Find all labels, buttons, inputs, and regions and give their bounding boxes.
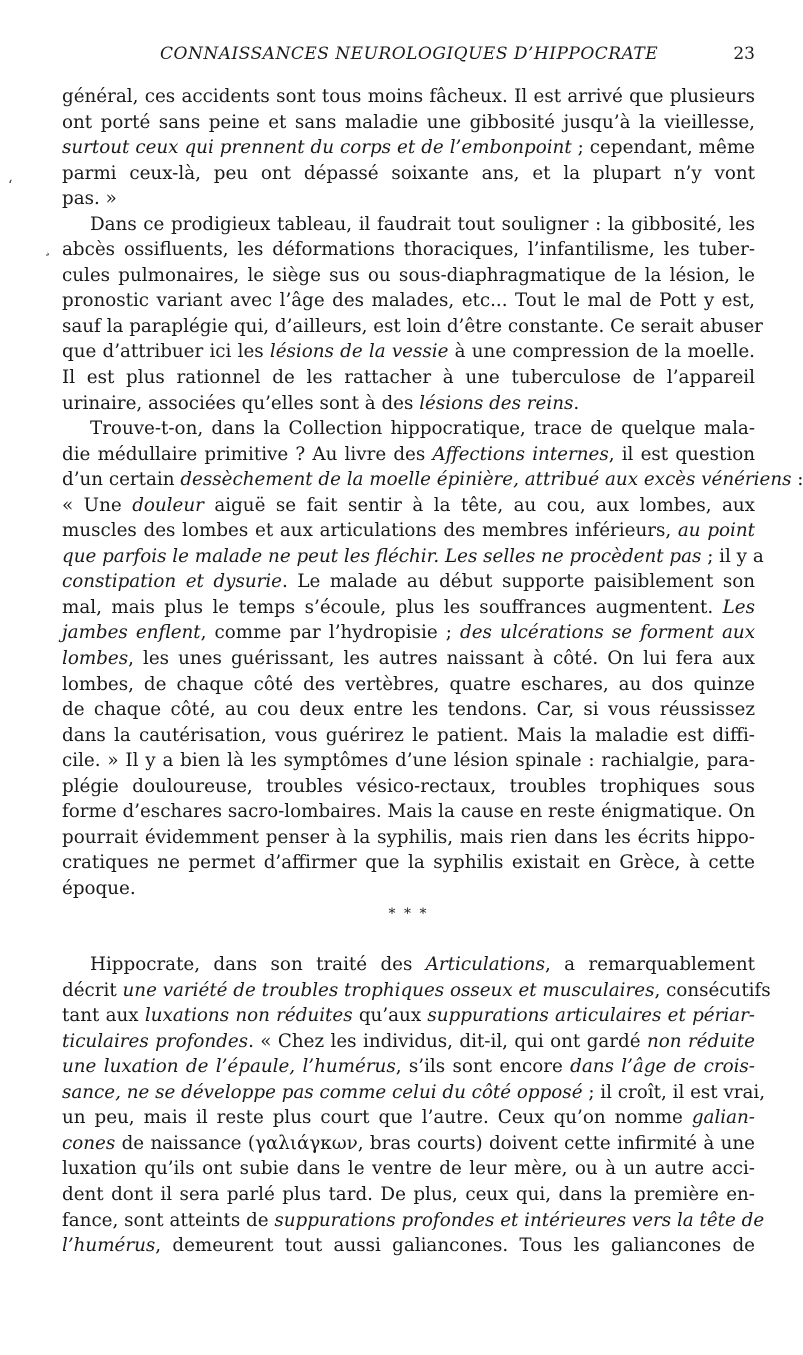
- margin-mark: ¸: [44, 241, 51, 257]
- margin-mark: ‘: [8, 178, 13, 194]
- text-line: pourrait évidemment penser à la syphilis, mais rien dans les écrits hippo-: [62, 826, 755, 848]
- text-line: forme d’eschares sacro-lombaires. Mais la cause en reste énigmatique. On: [62, 801, 756, 823]
- text-line: abcès ossifluents, les déformations thoraciques, l’infantilisme, les tuber-: [62, 239, 755, 261]
- text-line: sauf la paraplégie qui, d’ailleurs, est loin d’être constante. Ce serait abuser: [62, 315, 763, 337]
- text-line: fance, sont atteints de suppurations profondes et intérieures vers la tête de: [62, 1209, 765, 1231]
- text-line: mal, mais plus le temps s’écoule, plus les souffrances augmentent. Les: [62, 596, 755, 618]
- text-line: décrit une variété de troubles trophiques osseux et musculaires, consécutifs: [62, 979, 771, 1001]
- text-line: muscles des lombes et aux articulations des membres inférieurs, au point: [62, 520, 755, 542]
- text-line: urinaire, associées qu’elles sont à des lésions des reins.: [62, 392, 580, 414]
- running-header: [62, 44, 755, 70]
- text-line: sance, ne se développe pas comme celui du côté opposé ; il croît, il est vrai,: [62, 1081, 766, 1103]
- text-line: Il est plus rationnel de les rattacher à une tuberculose de l’appareil: [62, 367, 755, 389]
- text-line: Trouve-t-on, dans la Collection hippocratique, trace de quelque mala-: [90, 418, 755, 440]
- text-line: un peu, mais il reste plus court que l’autre. Ceux qu’on nomme galian-: [62, 1107, 755, 1129]
- text-line: luxation qu’ils ont subie dans le ventre de leur mère, ou à un autre acci-: [62, 1158, 755, 1180]
- page-number: 23: [733, 44, 755, 64]
- section-gap: [62, 927, 755, 952]
- text-line: lombes, les unes guérissant, les autres naissant à côté. On lui fera aux: [62, 648, 755, 670]
- text-line: cones de naissance (γαλιάγκων, bras courts) doivent cette infirmité à une: [62, 1132, 755, 1154]
- text-line: de chaque côté, au cou deux entre les tendons. Car, si vous réussissez: [62, 699, 755, 721]
- text-line: lombes, de chaque côté des vertèbres, quatre eschares, au dos quinze: [62, 673, 755, 695]
- text-line: plégie douloureuse, troubles vésico-rectaux, troubles trophiques sous: [62, 775, 755, 797]
- text-line: ont porté sans peine et sans maladie une gibbosité jusqu’à la vieillesse,: [62, 111, 755, 133]
- text-line: « Une douleur aiguë se fait sentir à la tête, au cou, aux lombes, aux: [62, 494, 755, 516]
- section-separator: * * *: [388, 905, 429, 922]
- text-line: dans la cautérisation, vous guérirez le patient. Mais la maladie est diffi-: [62, 724, 755, 746]
- text-line: que parfois le malade ne peut les fléchir. Les selles ne procèdent pas ; il y a: [62, 545, 764, 567]
- text-line: que d’attribuer ici les lésions de la vessie à une compression de la moelle.: [62, 341, 755, 363]
- text-line: cules pulmonaires, le siège sus ou sous-diaphragmatique de la lésion, le: [62, 264, 755, 286]
- text-line: Dans ce prodigieux tableau, il faudrait tout souligner : la gibbosité, les: [90, 213, 755, 235]
- text-line: cratiques ne permet d’affirmer que la syphilis existait en Grèce, à cette: [62, 852, 755, 874]
- text-line: constipation et dysurie. Le malade au début supporte paisiblement son: [62, 571, 755, 593]
- text-line: dent dont il sera parlé plus tard. De plus, ceux qui, dans la première en-: [62, 1183, 755, 1205]
- text-line: d’un certain dessèchement de la moelle épinière, attribué aux excès vénériens :: [62, 469, 803, 491]
- header-title: CONNAISSANCES NEUROLOGIQUES D’HIPPOCRATE: [160, 44, 659, 64]
- text-line: jambes enflent, comme par l’hydropisie ; des ulcérations se forment aux: [62, 622, 755, 644]
- text-line: général, ces accidents sont tous moins fâcheux. Il est arrivé que plusieurs: [62, 86, 755, 107]
- text-line: une luxation de l’épaule, l’humérus, s’ils sont encore dans l’âge de crois-: [62, 1056, 755, 1078]
- text-line: die médullaire primitive ? Au livre des Affections internes, il est question: [62, 443, 755, 465]
- text-line: ticulaires profondes. « Chez les individus, dit-il, qui ont gardé non réduite: [62, 1030, 755, 1052]
- text-line: pronostic variant avec l’âge des malades, etc... Tout le mal de Pott y est,: [62, 290, 755, 312]
- body-text: [62, 84, 803, 1259]
- text-line: Hippocrate, dans son traité des Articulations, a remarquablement: [90, 954, 755, 976]
- text-line: parmi ceux-là, peu ont dépassé soixante ans, et la plupart n’y vont: [62, 162, 755, 184]
- text-line: tant aux luxations non réduites qu’aux suppurations articulaires et périar-: [62, 1005, 755, 1027]
- text-line: pas. »: [62, 188, 117, 210]
- text-line: époque.: [62, 877, 136, 899]
- text-line: l’humérus, demeurent tout aussi galiancones. Tous les galiancones de: [62, 1235, 755, 1257]
- text-line: cile. » Il y a bien là les symptômes d’une lésion spinale : rachialgie, para-: [62, 750, 755, 772]
- text-line: surtout ceux qui prennent du corps et de l’embonpoint ; cependant, même: [62, 137, 755, 159]
